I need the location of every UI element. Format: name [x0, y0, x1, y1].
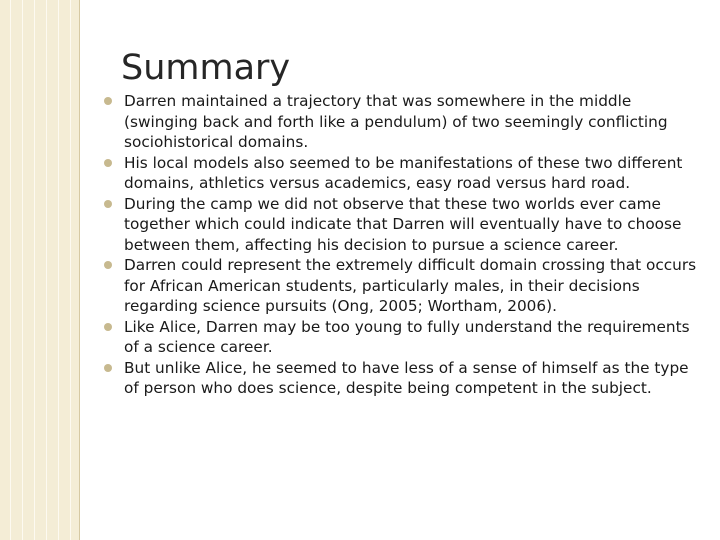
side-panel-stripe	[10, 0, 11, 540]
side-panel-divider	[79, 0, 80, 540]
side-panel-stripe	[58, 0, 59, 540]
bullet-item	[104, 194, 704, 256]
bullet-text: But unlike Alice, he seemed to have less of a sense of himself as the type of person who does science, despite being competent in the subject.	[124, 358, 689, 397]
bullet-item	[104, 153, 704, 194]
side-panel-stripe	[46, 0, 47, 540]
bullet-text: Darren could represent the extremely difficult domain crossing that occurs for African American students, particularly males, in their decisions regarding science pursuits (Ong, 2005; Wortham, 2006).	[124, 256, 697, 315]
bullet-dot-icon	[104, 159, 112, 167]
side-panel-stripe	[22, 0, 23, 540]
bullet-item	[104, 358, 704, 399]
slide-title: Summary	[121, 48, 291, 88]
bullet-list	[104, 91, 704, 399]
bullet-dot-icon	[104, 97, 112, 105]
bullet-dot-icon	[104, 261, 112, 269]
side-panel-stripe	[34, 0, 35, 540]
bullet-item	[104, 317, 704, 358]
bullet-text: Darren maintained a trajectory that was somewhere in the middle (swinging back and forth like a pendulum) of two seemingly conflicting sociohistorical domains.	[124, 92, 668, 151]
bullet-item	[104, 255, 704, 317]
bullet-dot-icon	[104, 323, 112, 331]
side-panel-stripe	[70, 0, 71, 540]
bullet-text: His local models also seemed to be manifestations of these two different domains, athletics versus academics, easy road versus hard road.	[124, 153, 683, 192]
decorative-side-panel	[0, 0, 79, 540]
bullet-text: During the camp we did not observe that these two worlds ever came together which could indicate that Darren will eventually have to choose between them, affecting his decision to pursue a science career.	[124, 194, 682, 254]
bullet-item	[104, 91, 704, 153]
bullet-dot-icon	[104, 200, 112, 208]
bullet-dot-icon	[104, 364, 112, 372]
bullet-text: Like Alice, Darren may be too young to fully understand the requirements of a science career.	[124, 317, 690, 356]
